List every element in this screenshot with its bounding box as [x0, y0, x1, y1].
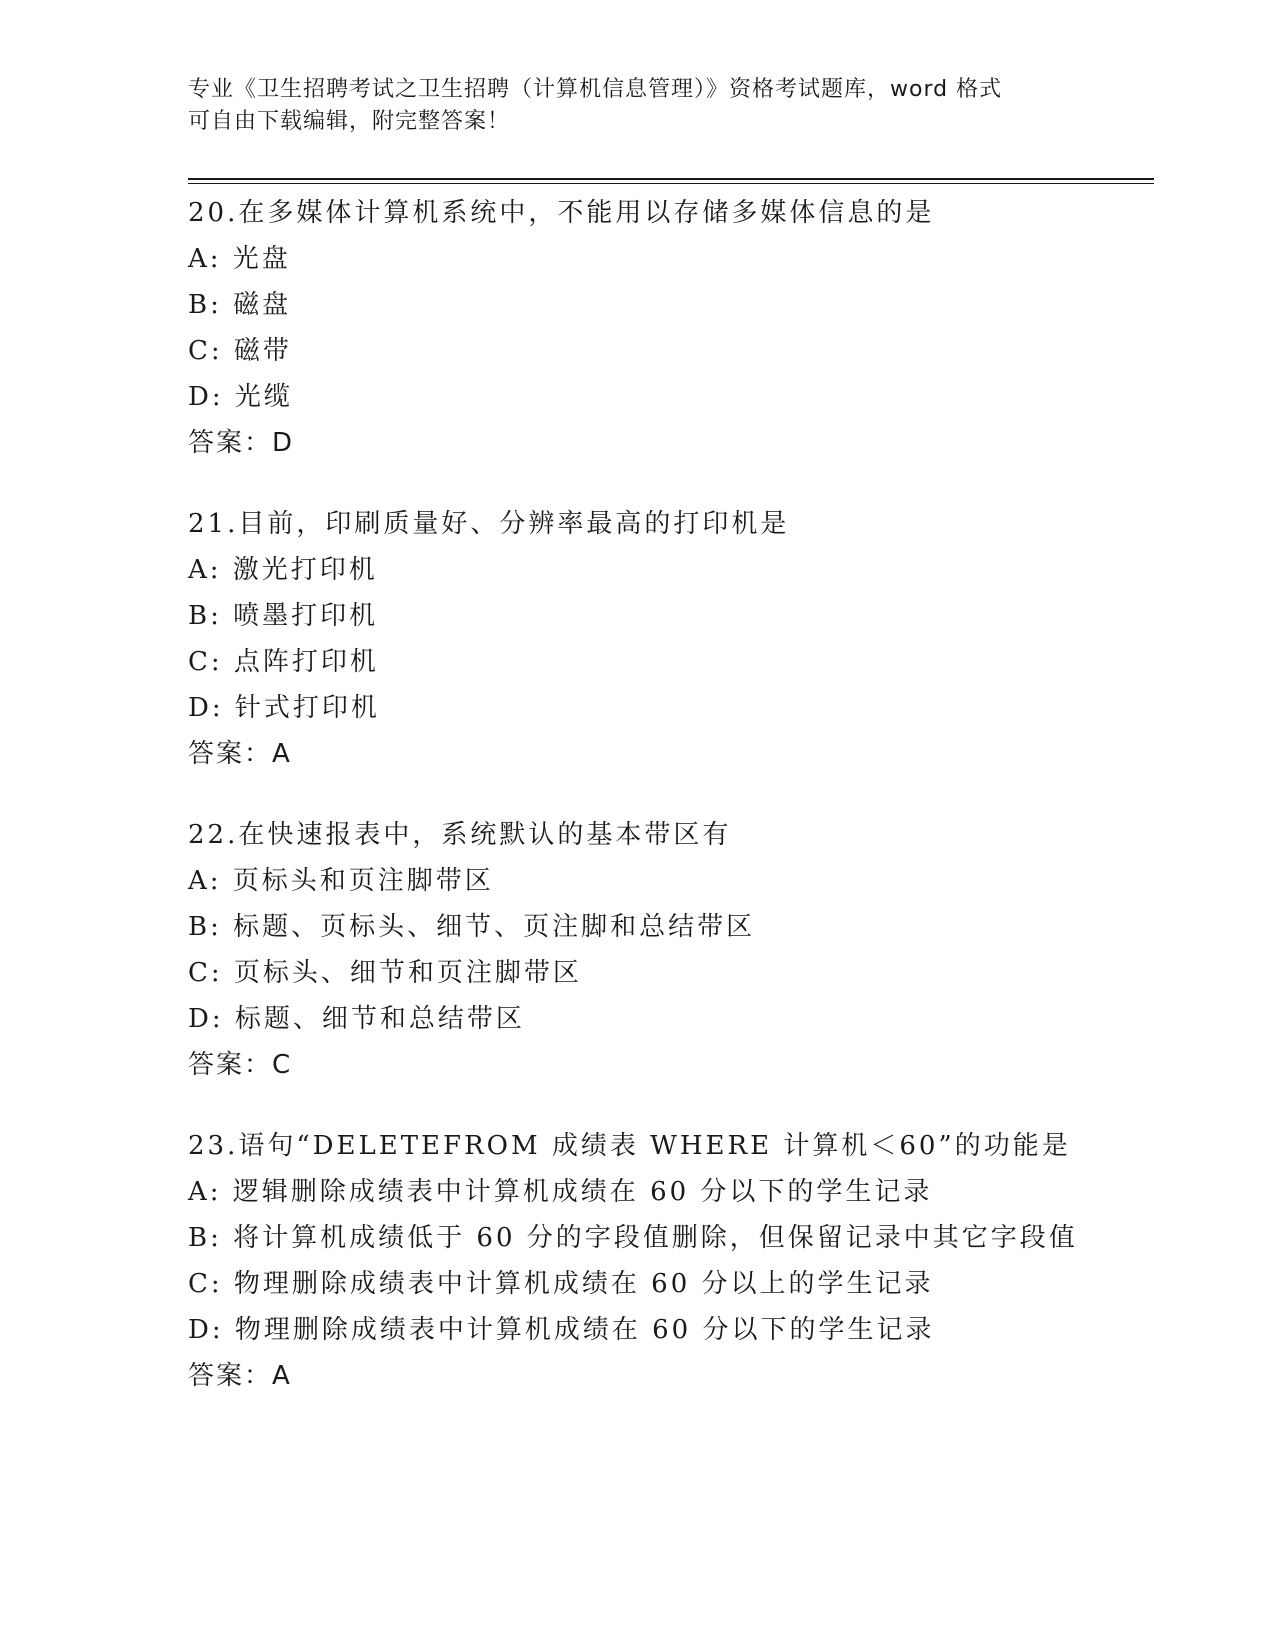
header-line-2: 可自由下载编辑，附完整答案！	[188, 109, 511, 134]
question-stem: 23.语句“DELETEFROM 成绩表 WHERE 计算机＜60”的功能是	[188, 1131, 1071, 1161]
option-a: A: 光盘	[188, 244, 291, 274]
answer-line: 答案：A	[188, 739, 292, 769]
question-spacer	[188, 1088, 1148, 1123]
header-line-1: 专业《卫生招聘考试之卫生招聘（计算机信息管理）》资格考试题库，word 格式	[188, 77, 1003, 102]
document-header	[188, 74, 1088, 138]
option-c: C: 点阵打印机	[188, 647, 379, 677]
header-divider-thin	[188, 183, 1154, 184]
question-spacer	[188, 777, 1148, 812]
question-stem: 20.在多媒体计算机系统中，不能用以存储多媒体信息的是	[188, 198, 935, 228]
question-stem: 22.在快速报表中，系统默认的基本带区有	[188, 820, 732, 850]
answer-line: 答案：A	[188, 1361, 292, 1391]
question-23	[188, 1123, 1148, 1399]
header-divider-thick	[188, 178, 1154, 180]
question-21	[188, 501, 1148, 777]
option-d: D: 光缆	[188, 382, 293, 412]
option-c: C: 磁带	[188, 336, 292, 366]
option-a: A: 页标头和页注脚带区	[188, 866, 494, 896]
option-d: D: 针式打印机	[188, 693, 380, 723]
question-20	[188, 190, 1148, 466]
option-d: D: 物理删除成绩表中计算机成绩在 60 分以下的学生记录	[188, 1315, 935, 1345]
option-b: B: 喷墨打印机	[188, 601, 379, 631]
answer-line: 答案：C	[188, 1050, 293, 1080]
question-22	[188, 812, 1148, 1088]
option-c: C: 物理删除成绩表中计算机成绩在 60 分以上的学生记录	[188, 1269, 934, 1299]
option-c: C: 页标头、细节和页注脚带区	[188, 958, 582, 988]
question-stem: 21.目前，印刷质量好、分辨率最高的打印机是	[188, 509, 790, 539]
option-b: B: 标题、页标头、细节、页注脚和总结带区	[188, 912, 756, 942]
option-b: B: 磁盘	[188, 290, 292, 320]
question-list	[188, 190, 1148, 1399]
option-a: A: 逻辑删除成绩表中计算机成绩在 60 分以下的学生记录	[188, 1177, 933, 1207]
option-d: D: 标题、细节和总结带区	[188, 1004, 525, 1034]
option-b: B: 将计算机成绩低于 60 分的字段值删除，但保留记录中其它字段值	[188, 1223, 1078, 1253]
answer-line: 答案：D	[188, 428, 295, 458]
option-a: A: 激光打印机	[188, 555, 378, 585]
question-spacer	[188, 466, 1148, 501]
